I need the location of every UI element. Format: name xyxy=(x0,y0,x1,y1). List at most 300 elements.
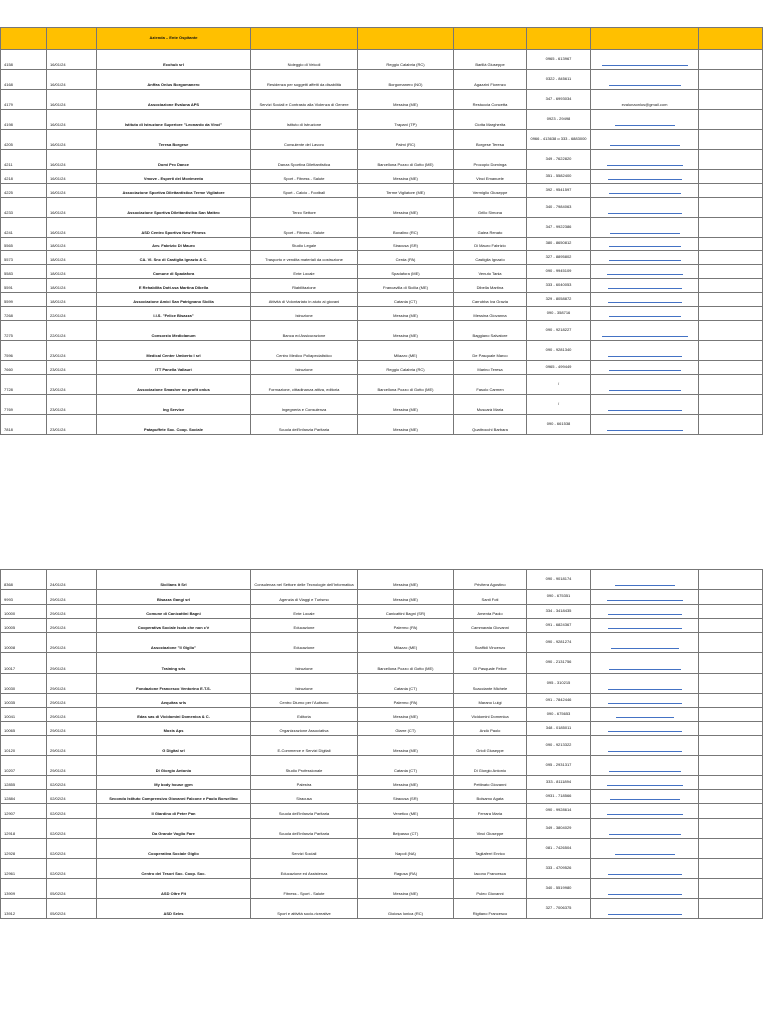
cell-id: 10065 xyxy=(1,722,47,736)
cell-link[interactable] xyxy=(591,653,699,674)
cell-link[interactable] xyxy=(591,265,699,279)
cell-company: Associazione Evaluna APS xyxy=(97,90,251,110)
cell-company: Secondo Istituto Comprensivo Giovanni Falcone e Paolo Borsellino xyxy=(97,790,251,804)
cell-id: 7728 xyxy=(1,375,47,395)
cell-location: Reggio Calabria (RC) xyxy=(358,361,454,375)
cell-date: 29/01/24 xyxy=(47,708,97,722)
cell-phone: 347 - 6993034 xyxy=(527,90,591,110)
cell-company: Patapuffete Soc. Coop. Sociale xyxy=(97,415,251,435)
cell-date: 16/01/24 xyxy=(47,198,97,218)
hyperlink-underline[interactable] xyxy=(609,834,681,835)
cell-phone: 090 - 358716 xyxy=(527,307,591,321)
cell-id: 5573 xyxy=(1,251,47,265)
cell-date: 29/01/24 xyxy=(47,694,97,708)
cell-id: 10008 xyxy=(1,633,47,653)
hyperlink-underline[interactable] xyxy=(610,145,680,146)
cell-phone: 0965 - 613967 xyxy=(527,50,591,70)
cell-company: Cooperativa Sociale Isola che non c'è xyxy=(97,619,251,633)
hyperlink-underline[interactable] xyxy=(608,288,682,289)
cell-id: 4225 xyxy=(1,184,47,198)
cell-link[interactable] xyxy=(591,570,699,590)
cell-sector: Scuola dell'Infanzia Paritaria xyxy=(251,819,358,839)
cell-sector: Scuola dell'Infanzia Paritaria xyxy=(251,415,358,435)
table-row xyxy=(1,570,763,590)
cell-contact: Procopio Dominga xyxy=(454,150,527,170)
cell-company: ITT Panella Vallauri xyxy=(97,361,251,375)
cell-id: 4241 xyxy=(1,218,47,238)
cell-id: 4218 xyxy=(1,170,47,184)
cell-company: Associazione Smasher no profit onlus xyxy=(97,375,251,395)
table-row xyxy=(1,653,763,674)
cell-phone: 334 - 3418435 xyxy=(527,605,591,619)
cell-location: Messina (ME) xyxy=(358,879,454,899)
cell-sector: Istituto di Istruzione xyxy=(251,110,358,130)
cell-link[interactable] xyxy=(591,776,699,790)
cell-location: Palmi (RC) xyxy=(358,130,454,150)
hyperlink-underline[interactable] xyxy=(608,874,682,875)
cell-contact: Venuto Tania xyxy=(454,265,527,279)
cell-company: I.I.S. "Felice Bisazza" xyxy=(97,307,251,321)
cell-location: Messina (ME) xyxy=(358,736,454,756)
cell-contact: Puleo Giovanni xyxy=(454,879,527,899)
cell-link[interactable] xyxy=(591,198,699,218)
hyperlink-underline[interactable] xyxy=(609,260,681,261)
cell-empty xyxy=(699,321,763,341)
hyperlink-underline[interactable] xyxy=(611,648,679,649)
cell-empty xyxy=(699,415,763,435)
hyperlink-underline[interactable] xyxy=(608,356,682,357)
cell-sector: Scuola dell'Infanzia Paritaria xyxy=(251,804,358,819)
cell-company: Comune di Canicattini Bagni xyxy=(97,605,251,619)
hyperlink-underline[interactable] xyxy=(607,785,683,786)
cell-empty xyxy=(699,218,763,238)
cell-company: G Digital srl xyxy=(97,736,251,756)
cell-date: 02/02/24 xyxy=(47,859,97,879)
table-row xyxy=(1,375,763,395)
cell-location: Bovalino (RC) xyxy=(358,218,454,238)
cell-phone: 090 - 675653 xyxy=(527,708,591,722)
cell-sector: Centro Diurno per l'Autismo xyxy=(251,694,358,708)
hyperlink-underline[interactable] xyxy=(608,614,682,615)
cell-sector: Formazione, cittadinanza attiva, editoria xyxy=(251,375,358,395)
cell-link[interactable] xyxy=(591,70,699,90)
cell-id: 10041 xyxy=(1,708,47,722)
cell-link[interactable] xyxy=(591,50,699,70)
cell-link[interactable] xyxy=(591,130,699,150)
cell-location: Barcellona Pozzo di Gotto (ME) xyxy=(358,375,454,395)
cell-id: 4158 xyxy=(1,50,47,70)
cell-date: 18/01/24 xyxy=(47,238,97,251)
cell-phone: 349 - 7622820 xyxy=(527,150,591,170)
cell-location: Messina (ME) xyxy=(358,590,454,605)
cell-contact: Vinci Giuseppe xyxy=(454,819,527,839)
cell-location: Messina (ME) xyxy=(358,415,454,435)
cell-location: Venetico (ME) xyxy=(358,804,454,819)
table-row xyxy=(1,130,763,150)
cell-location: Catania (CT) xyxy=(358,674,454,694)
cell-empty xyxy=(699,361,763,375)
cell-date: 29/01/24 xyxy=(47,653,97,674)
cell-phone: 090 - 2131756 xyxy=(527,653,591,674)
hyperlink-underline[interactable] xyxy=(610,233,680,234)
table-row xyxy=(1,694,763,708)
cell-link[interactable] xyxy=(591,879,699,899)
cell-link[interactable] xyxy=(591,674,699,694)
cell-phone: 327 - 7006375 xyxy=(527,899,591,919)
cell-date: 02/02/24 xyxy=(47,790,97,804)
cell-location: Messina (ME) xyxy=(358,198,454,218)
cell-id: 13909 xyxy=(1,879,47,899)
cell-phone: 091 - 7842446 xyxy=(527,694,591,708)
cell-link[interactable] xyxy=(591,238,699,251)
table-row xyxy=(1,110,763,130)
cell-empty xyxy=(699,238,763,251)
cell-contact: Vermiglio Giuseppe xyxy=(454,184,527,198)
cell-link[interactable] xyxy=(591,293,699,307)
cell-link[interactable] xyxy=(591,170,699,184)
table-row xyxy=(1,722,763,736)
cell-empty xyxy=(699,590,763,605)
cell-link[interactable] xyxy=(591,839,699,859)
cell-empty xyxy=(699,293,763,307)
cell-location: Catania (CT) xyxy=(358,293,454,307)
hyperlink-underline[interactable] xyxy=(602,336,688,337)
cell-id: 10035 xyxy=(1,694,47,708)
hyperlink-underline[interactable] xyxy=(610,799,680,800)
cell-contact: Castiglia Ignazio xyxy=(454,251,527,265)
cell-phone: 090 - 9281340 xyxy=(527,341,591,361)
cell-date: 24/01/24 xyxy=(47,570,97,590)
table-row xyxy=(1,150,763,170)
table-row xyxy=(1,293,763,307)
cell-location: Napoli (NA) xyxy=(358,839,454,859)
cell-link[interactable] xyxy=(591,722,699,736)
cell-company: Edas sas di Vicidomini Domenica & C. xyxy=(97,708,251,722)
table-row xyxy=(1,238,763,251)
cell-contact: Restuccia Concetta xyxy=(454,90,527,110)
table-row xyxy=(1,839,763,859)
cell-location: Messina (ME) xyxy=(358,307,454,321)
cell-link[interactable] xyxy=(591,859,699,879)
cell-empty xyxy=(699,70,763,90)
cell-location: Giarre (CT) xyxy=(358,722,454,736)
cell-id: 4198 xyxy=(1,110,47,130)
cell-location: Trapani (TP) xyxy=(358,110,454,130)
cell-contact: Di Mauro Fabrizio xyxy=(454,238,527,251)
cell-date: 18/01/24 xyxy=(47,279,97,293)
cell-link[interactable] xyxy=(591,395,699,415)
cell-contact: Amenta Paolo xyxy=(454,605,527,619)
cell-id: 12855 xyxy=(1,776,47,790)
cell-empty xyxy=(699,395,763,415)
cell-date: 29/01/24 xyxy=(47,722,97,736)
cell-phone: 090 - 9213322 xyxy=(527,736,591,756)
cell-sector: Educazione xyxy=(251,633,358,653)
cell-sector: Consulente del Lavoro xyxy=(251,130,358,150)
cell-date: 23/01/24 xyxy=(47,415,97,435)
table-row xyxy=(1,415,763,435)
cell-empty xyxy=(699,804,763,819)
cell-date: 16/01/24 xyxy=(47,150,97,170)
cell-sector: Riabilitazione xyxy=(251,279,358,293)
cell-contact: Ferrara Maria xyxy=(454,804,527,819)
table-row xyxy=(1,265,763,279)
cell-link[interactable] xyxy=(591,756,699,776)
hyperlink-underline[interactable] xyxy=(608,179,682,180)
cell-sector: Editoria xyxy=(251,708,358,722)
cell-link[interactable] xyxy=(591,341,699,361)
cell-contact: Marano Luigi xyxy=(454,694,527,708)
cell-sector: Servizi Sociali e Contrasto alla Violenza di Genere xyxy=(251,90,358,110)
cell-id: 7818 xyxy=(1,415,47,435)
cell-link[interactable] xyxy=(591,804,699,819)
cell-date: 16/01/24 xyxy=(47,170,97,184)
hyperlink-underline[interactable] xyxy=(609,85,681,86)
cell-company: ASD Seles xyxy=(97,899,251,919)
hyperlink-underline[interactable] xyxy=(607,430,683,431)
cell-contact: Iacono Francesca xyxy=(454,859,527,879)
hyperlink-underline[interactable] xyxy=(609,316,681,317)
hyperlink-underline[interactable] xyxy=(609,246,681,247)
cell-date: 18/01/24 xyxy=(47,251,97,265)
cell-link[interactable] xyxy=(591,184,699,198)
cell-sector: Studio Professionale xyxy=(251,756,358,776)
cell-sector: Ingegneria e Consulenza xyxy=(251,395,358,415)
cell-empty xyxy=(699,722,763,736)
cell-contact: Fasolo Carmen xyxy=(454,375,527,395)
cell-id: 7660 xyxy=(1,361,47,375)
cell-empty xyxy=(699,170,763,184)
header-row xyxy=(1,28,763,50)
hyperlink-underline[interactable] xyxy=(616,717,674,718)
cell-sector: Siracusa xyxy=(251,790,358,804)
hyperlink-underline[interactable] xyxy=(608,410,682,411)
hyperlink-underline[interactable] xyxy=(615,854,675,855)
hyperlink-underline[interactable] xyxy=(609,390,681,391)
cell-empty xyxy=(699,776,763,790)
cell-phone: 392 - 9541597 xyxy=(527,184,591,198)
hyperlink-underline[interactable] xyxy=(615,585,675,586)
cell-company: Associazione Sportiva Dilettantistica Terme Vigliatore xyxy=(97,184,251,198)
cell-contact: Di Pasquale Felice xyxy=(454,653,527,674)
table-row xyxy=(1,736,763,756)
cell-company: Fondazione Francesco Ventorino E.T.S. xyxy=(97,674,251,694)
cell-contact: Borgese Teresa xyxy=(454,130,527,150)
hyperlink-underline[interactable] xyxy=(607,165,683,166)
hyperlink-underline[interactable] xyxy=(607,814,683,815)
cell-contact: Vinci Emanuele xyxy=(454,170,527,184)
cell-id: 8368 xyxy=(1,570,47,590)
cell-phone: / xyxy=(527,395,591,415)
cell-empty xyxy=(699,694,763,708)
cell-sector: Organizzazione Associativa xyxy=(251,722,358,736)
cell-sector: Istruzione xyxy=(251,361,358,375)
cell-link[interactable] xyxy=(591,218,699,238)
hyperlink-underline[interactable] xyxy=(608,751,682,752)
hyperlink-underline[interactable] xyxy=(608,628,682,629)
cell-location: Terme Vigliatore (ME) xyxy=(358,184,454,198)
cell-link[interactable] xyxy=(591,694,699,708)
cell-sector: Banca ed Assicurazione xyxy=(251,321,358,341)
cell-link[interactable] xyxy=(591,321,699,341)
cell-id: 10000 xyxy=(1,605,47,619)
cell-phone: 0966 - 413638 o 333 - 6883000 xyxy=(527,130,591,150)
hyperlink-underline[interactable] xyxy=(615,125,675,126)
cell-company: Avv. Fabrizio Di Mauro xyxy=(97,238,251,251)
cell-location: Siracusa (SR) xyxy=(358,238,454,251)
table-block-1 xyxy=(0,27,763,435)
cell-empty xyxy=(699,265,763,279)
hyperlink-underline[interactable] xyxy=(609,771,681,772)
cell-sector: Palestra xyxy=(251,776,358,790)
cell-link[interactable] xyxy=(591,279,699,293)
hyperlink-underline[interactable] xyxy=(608,689,682,690)
hyperlink-underline[interactable] xyxy=(607,274,683,275)
cell-link[interactable] xyxy=(591,708,699,722)
cell-sector: Educazione ed Assistenza xyxy=(251,859,358,879)
cell-phone: 0923 - 29498 xyxy=(527,110,591,130)
table-row xyxy=(1,361,763,375)
cell-empty xyxy=(699,279,763,293)
cell-company: Sicilians It Srl xyxy=(97,570,251,590)
cell-contact: Grioli Giuseppe xyxy=(454,736,527,756)
hyperlink-underline[interactable] xyxy=(609,669,681,670)
table-row xyxy=(1,879,763,899)
hyperlink-underline[interactable] xyxy=(608,703,682,704)
cell-link[interactable] xyxy=(591,110,699,130)
cell-location: Messina (ME) xyxy=(358,90,454,110)
cell-phone: 095 - 310215 xyxy=(527,674,591,694)
cell-date: 23/01/24 xyxy=(47,341,97,361)
table-row xyxy=(1,859,763,879)
cell-link[interactable] xyxy=(591,619,699,633)
cell-company: Di Giorgio Antonio xyxy=(97,756,251,776)
table-row xyxy=(1,804,763,819)
cell-id: 12928 xyxy=(1,839,47,859)
cell-link[interactable] xyxy=(591,307,699,321)
cell-phone: 081 - 7426504 xyxy=(527,839,591,859)
hyperlink-underline[interactable] xyxy=(609,193,681,194)
cell-contact: Vicidomini Domenica xyxy=(454,708,527,722)
cell-phone: 340 - 5519980 xyxy=(527,879,591,899)
cell-id: 12918 xyxy=(1,819,47,839)
cell-contact: Di Giorgio Antonio xyxy=(454,756,527,776)
cell-sector: Fitness - Sport - Salute xyxy=(251,879,358,899)
cell-company: ASD Oltre Fit xyxy=(97,879,251,899)
cell-contact: Agazzini Fiorenzo xyxy=(454,70,527,90)
cell-sector: Educazione xyxy=(251,619,358,633)
cell-date: 02/02/24 xyxy=(47,804,97,819)
cell-company: Il Giardino di Peter Pan xyxy=(97,804,251,819)
cell-date: 29/01/24 xyxy=(47,590,97,605)
cell-id: 10120 xyxy=(1,736,47,756)
cell-link[interactable] xyxy=(591,605,699,619)
cell-phone: 0931 - 718566 xyxy=(527,790,591,804)
cell-id: 9993 xyxy=(1,590,47,605)
cell-sector: Terzo Settore xyxy=(251,198,358,218)
table-row xyxy=(1,198,763,218)
hyperlink-underline[interactable] xyxy=(608,213,682,214)
table-row xyxy=(1,756,763,776)
cell-link[interactable] xyxy=(591,375,699,395)
cell-link[interactable] xyxy=(591,90,699,110)
cell-location: Messina (ME) xyxy=(358,776,454,790)
email-link[interactable]: evalunaonlus@gmail.com xyxy=(621,102,668,108)
cell-company: Aequitas srls xyxy=(97,694,251,708)
cell-phone: 091 - 6824367 xyxy=(527,619,591,633)
cell-id: 5583 xyxy=(1,265,47,279)
hyperlink-underline[interactable] xyxy=(609,370,681,371)
hyperlink-underline[interactable] xyxy=(602,65,688,66)
cell-link[interactable] xyxy=(591,415,699,435)
cell-company: Associazione Amici San Patrignano Sicilia xyxy=(97,293,251,307)
cell-sector: Residenza per soggetti affetti da disabilità xyxy=(251,70,358,90)
cell-link[interactable] xyxy=(591,736,699,756)
cell-link[interactable] xyxy=(591,251,699,265)
cell-location: Palermo (PA) xyxy=(358,619,454,633)
cell-link[interactable] xyxy=(591,150,699,170)
cell-company: Istituto di Istruzione Superiore "Leonardo da Vinci" xyxy=(97,110,251,130)
cell-date: 29/01/24 xyxy=(47,736,97,756)
cell-contact: Tagliaferri Enrico xyxy=(454,839,527,859)
cell-sector: Sport - Fitness - Salute xyxy=(251,218,358,238)
cell-empty xyxy=(699,605,763,619)
cell-company: Consorzio Mediolanum xyxy=(97,321,251,341)
cell-empty xyxy=(699,619,763,633)
table-row xyxy=(1,899,763,919)
cell-id: 12907 xyxy=(1,804,47,819)
cell-location: Barcellona Pozzo di Gotto (ME) xyxy=(358,653,454,674)
hyperlink-underline[interactable] xyxy=(607,600,683,601)
cell-date: 16/01/24 xyxy=(47,70,97,90)
cell-company: Moxis Aps xyxy=(97,722,251,736)
cell-date: 02/02/24 xyxy=(47,819,97,839)
cell-contact: Carrubba Iva Grazia xyxy=(454,293,527,307)
cell-location: Cerda (PA) xyxy=(358,251,454,265)
cell-contact: Rigitano Francesco xyxy=(454,899,527,919)
cell-link[interactable] xyxy=(591,819,699,839)
cell-sector: Sport - Calcio - Football xyxy=(251,184,358,198)
cell-empty xyxy=(699,251,763,265)
cell-link[interactable] xyxy=(591,633,699,653)
cell-id: 5599 xyxy=(1,293,47,307)
hyperlink-underline[interactable] xyxy=(608,914,682,915)
hyperlink-underline[interactable] xyxy=(608,731,682,732)
cell-contact: Marino Teresa xyxy=(454,361,527,375)
hyperlink-underline[interactable] xyxy=(608,302,682,303)
cell-date: 29/01/24 xyxy=(47,605,97,619)
cell-location: Messina (ME) xyxy=(358,395,454,415)
cell-id: 5565 xyxy=(1,238,47,251)
cell-id: 4205 xyxy=(1,130,47,150)
table-row xyxy=(1,90,763,110)
cell-link[interactable] xyxy=(591,899,699,919)
cell-link[interactable] xyxy=(591,590,699,605)
cell-date: 29/01/24 xyxy=(47,756,97,776)
cell-date: 02/02/24 xyxy=(47,776,97,790)
cell-link[interactable] xyxy=(591,790,699,804)
table-row xyxy=(1,819,763,839)
cell-sector: Ente Locale xyxy=(251,265,358,279)
cell-link[interactable] xyxy=(591,361,699,375)
cell-sector: Servizi Sociali xyxy=(251,839,358,859)
cell-location: Messina (ME) xyxy=(358,321,454,341)
cell-location: Siracusa (SR) xyxy=(358,790,454,804)
cell-id: 5591 xyxy=(1,279,47,293)
hyperlink-underline[interactable] xyxy=(608,894,682,895)
cell-date: 16/01/24 xyxy=(47,184,97,198)
table-row xyxy=(1,70,763,90)
